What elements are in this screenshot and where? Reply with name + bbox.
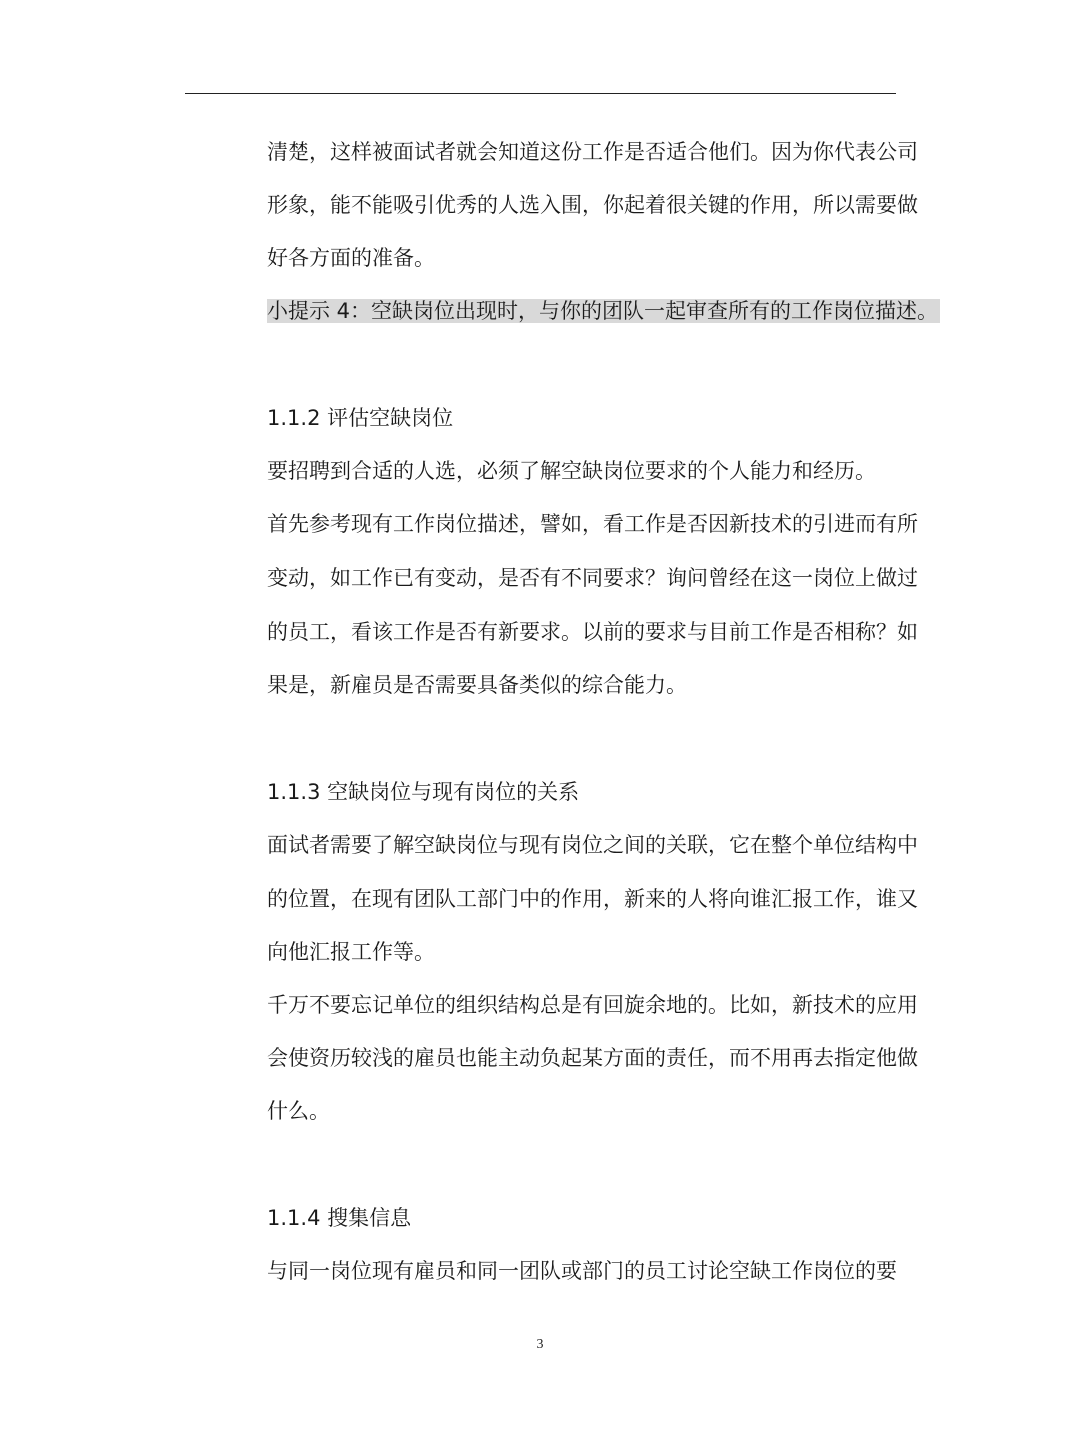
paragraph-line: 的员工，看该工作是否有新要求。以前的要求与目前工作是否相称？如 [267,620,918,644]
paragraph-line: 什么。 [267,1099,330,1123]
section-heading-1-1-2: 1.1.2 评估空缺岗位 [267,406,454,430]
paragraph-line: 清楚，这样被面试者就会知道这份工作是否适合他们。因为你代表公司 [267,140,918,164]
paragraph-line: 的位置，在现有团队工部门中的作用，新来的人将向谁汇报工作，谁又 [267,887,918,911]
paragraph-line: 千万不要忘记单位的组织结构总是有回旋余地的。比如，新技术的应用 [267,993,918,1017]
page-number: 3 [536,1337,544,1352]
section-heading-1-1-4: 1.1.4 搜集信息 [267,1206,412,1230]
paragraph-line: 形象，能不能吸引优秀的人选入围，你起着很关键的作用，所以需要做 [267,193,918,217]
paragraph-line: 果是，新雇员是否需要具备类似的综合能力。 [267,673,687,697]
tip-4-line [267,296,940,326]
paragraph-line: 面试者需要了解空缺岗位与现有岗位之间的关联，它在整个单位结构中 [267,833,918,857]
section-heading-1-1-3: 1.1.3 空缺岗位与现有岗位的关系 [267,780,580,804]
header-rule [185,93,896,94]
paragraph-line: 变动，如工作已有变动，是否有不同要求？询问曾经在这一岗位上做过 [267,566,918,590]
paragraph-line: 会使资历较浅的雇员也能主动负起某方面的责任，而不用再去指定他做 [267,1046,918,1070]
paragraph-line: 向他汇报工作等。 [267,940,435,964]
paragraph-line: 与同一岗位现有雇员和同一团队或部门的员工讨论空缺工作岗位的要 [267,1259,897,1283]
paragraph-line: 好各方面的准备。 [267,246,435,270]
paragraph-line: 要招聘到合适的人选，必须了解空缺岗位要求的个人能力和经历。 [267,459,876,483]
paragraph-line: 首先参考现有工作岗位描述，譬如，看工作是否因新技术的引进而有所 [267,512,918,536]
tip-4-highlight: 小提示 4：空缺岗位出现时，与你的团队一起审查所有的工作岗位描述。 [267,299,939,323]
